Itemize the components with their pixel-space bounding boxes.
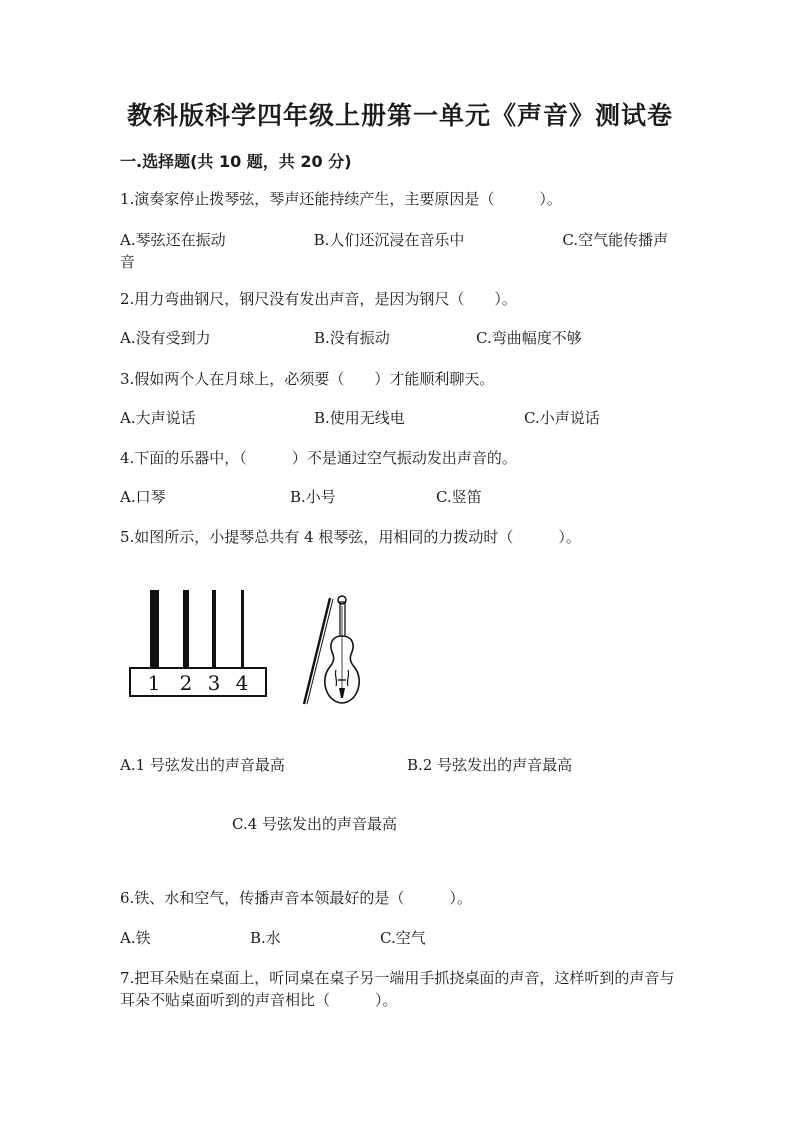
question-1-options (120, 229, 680, 273)
string-3-bar (212, 590, 216, 670)
question-3-stem: 3.假如两个人在月球上，必须要（ ）才能顺利聊天。 (120, 370, 495, 388)
question-6-stem: 6.铁、水和空气，传播声音本领最好的是（ ）。 (120, 889, 472, 907)
q1-option-a[interactable]: A.琴弦还在振动 (120, 231, 226, 249)
violin-illustration (296, 592, 376, 712)
strings-diagram (126, 586, 276, 706)
string-4-bar (241, 590, 244, 670)
q4-option-c[interactable]: C.竖笛 (436, 488, 482, 506)
q3-option-a[interactable]: A.大声说话 (120, 409, 196, 427)
q4-option-b[interactable]: B.小号 (290, 488, 336, 506)
string-1-bar (150, 590, 159, 670)
string-label-1: 1 (147, 671, 161, 695)
q3-option-c[interactable]: C.小声说话 (524, 409, 600, 427)
section-heading: 一.选择题(共 10 题，共 20 分) (120, 152, 352, 171)
string-label-2: 2 (179, 671, 193, 695)
q1-option-b[interactable]: B.人们还沉浸在音乐中 (313, 231, 465, 249)
q3-option-b[interactable]: B.使用无线电 (314, 409, 405, 427)
string-label-4: 4 (235, 671, 249, 695)
question-2-stem: 2.用力弯曲钢尺，钢尺没有发出声音，是因为钢尺（ ）。 (120, 290, 517, 308)
q5-option-a[interactable]: A.1 号弦发出的声音最高 (120, 756, 285, 774)
q6-option-a[interactable]: A.铁 (120, 929, 151, 947)
question-5-stem: 5.如图所示，小提琴总共有 4 根琴弦，用相同的力拨动时（ ）。 (120, 528, 581, 546)
q6-option-c[interactable]: C.空气 (380, 929, 426, 947)
q5-option-c[interactable]: C.4 号弦发出的声音最高 (232, 815, 398, 833)
q6-option-b[interactable]: B.水 (250, 929, 281, 947)
q2-option-a[interactable]: A.没有受到力 (120, 329, 211, 347)
question-1-stem: 1.演奏家停止拨琴弦，琴声还能持续产生，主要原因是（ ）。 (120, 190, 562, 208)
q1-option-c[interactable]: C.空气能传播声音 (120, 231, 669, 271)
q2-option-b[interactable]: B.没有振动 (314, 329, 390, 347)
q5-option-b[interactable]: B.2 号弦发出的声音最高 (407, 756, 573, 774)
question-4-stem: 4.下面的乐器中，（ ）不是通过空气振动发出声音的。 (120, 449, 517, 467)
string-label-3: 3 (207, 671, 221, 695)
question-7-stem: 7.把耳朵贴在桌面上，听同桌在桌子另一端用手抓挠桌面的声音，这样听到的声音与耳朵不贴桌面听到的声音相比（ ）。 (120, 969, 675, 1009)
q2-option-c[interactable]: C.弯曲幅度不够 (476, 329, 582, 347)
string-2-bar (183, 590, 189, 670)
q4-option-a[interactable]: A.口琴 (120, 488, 166, 506)
page-title: 教科版科学四年级上册第一单元《声音》测试卷 (126, 101, 673, 130)
